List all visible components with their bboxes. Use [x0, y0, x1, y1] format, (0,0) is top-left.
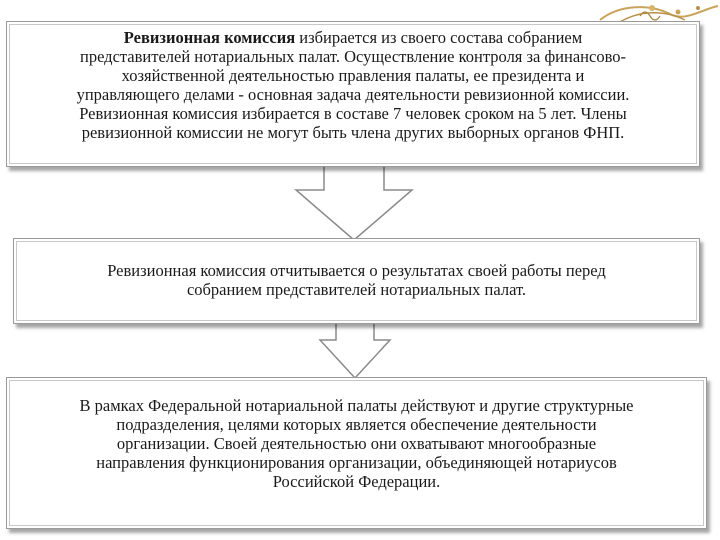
- box1-line6: ревизионной комиссии не могут быть члена других выборных органов ФНП.: [81, 123, 625, 142]
- other-structural-units-box: [6, 377, 707, 529]
- box1-line4: управляющего делами - основная задача деятельности ревизионной комиссии.: [76, 85, 630, 104]
- revision-commission-election-box: [6, 21, 700, 167]
- box3-line1: В рамках Федеральной нотариальной палаты действуют и другие структурные: [79, 396, 634, 415]
- revision-commission-report-box: [13, 238, 700, 324]
- box2-line2: собранием представителей нотариальных палат.: [186, 280, 527, 299]
- box1-line3: хозяйственной деятельностью правления палаты, ее президента и: [121, 66, 585, 85]
- box1-line5: Ревизионная комиссия избирается в составе 7 человек сроком на 5 лет. Члены: [79, 104, 627, 123]
- down-arrow-1-icon: [294, 164, 414, 242]
- box3-line2: подразделения, целями которых является обеспечение деятельности: [116, 415, 597, 434]
- box3-line3: организации. Своей деятельностью они охватывают многообразные: [116, 434, 597, 453]
- down-arrow-2-icon: [318, 322, 392, 380]
- box2-line1: Ревизионная комиссия отчитывается о результатах своей работы перед: [107, 261, 606, 280]
- box1-line1: Ревизионная комиссия избирается из своего состава собранием: [123, 28, 583, 47]
- revision-commission-term: Ревизионная комиссия: [123, 28, 296, 47]
- box3-line5: Российской Федерации.: [272, 472, 441, 491]
- box1-line2: представителей нотариальных палат. Осуществление контроля за финансово-: [79, 47, 626, 66]
- box3-line4: направления функционирования организации, объединяющей нотариусов: [96, 453, 617, 472]
